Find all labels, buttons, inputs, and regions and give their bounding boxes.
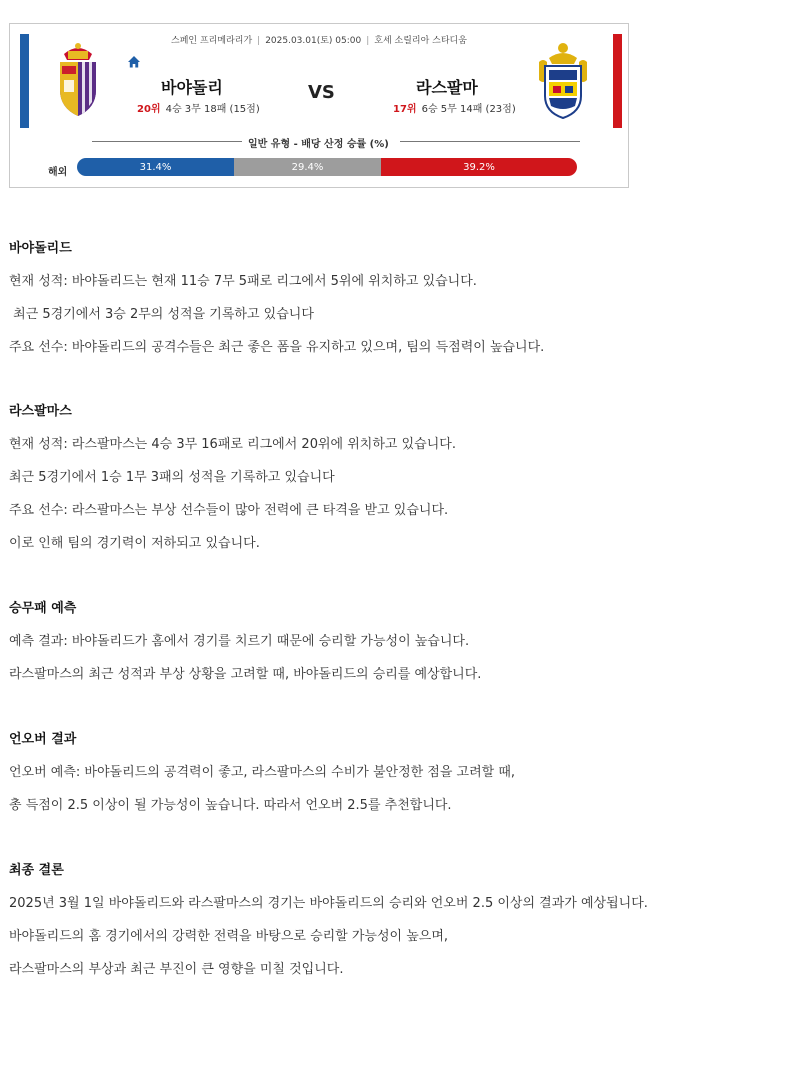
divider-line <box>400 141 580 142</box>
win-probability-bar <box>77 158 577 176</box>
home-team-name: 바야돌리 <box>161 78 223 97</box>
home-team-stats: 4승 3무 18패 (15점) <box>165 104 260 115</box>
paragraph-line: 바야돌리드의 홈 경기에서의 강력한 전력을 바탕으로 승리할 가능성이 높으며, <box>9 929 449 944</box>
paragraph-line: 예측 결과: 바야돌리드가 홈에서 경기를 치르기 때문에 승리할 가능성이 높습니다. <box>9 634 470 649</box>
section-heading: 바야돌리드 <box>9 241 72 256</box>
paragraph-line: 라스팔마스의 최근 성적과 부상 상황을 고려할 때, 바야돌리드의 승리를 예상합니다. <box>9 667 482 682</box>
paragraph-line: 총 득점이 2.5 이상이 될 가능성이 높습니다. 따라서 언오버 2.5를 추천합니다. <box>9 798 452 813</box>
section-heading: 언오버 결과 <box>9 732 77 747</box>
section-heading: 최종 결론 <box>9 863 64 878</box>
home-color-stripe <box>20 34 29 128</box>
paragraph-line: 라스팔마스의 부상과 최근 부진이 큰 영향을 미칠 것입니다. <box>9 962 344 977</box>
article-section <box>9 862 648 979</box>
league-name: 스페인 프리메라리가 <box>171 36 253 46</box>
match-datetime: 2025.03.01(토) 05:00 <box>265 36 362 46</box>
paragraph-line: 현재 성적: 라스팔마스는 4승 3무 16패로 리그에서 20위에 위치하고 있습니다. <box>9 437 456 452</box>
draw-segment: 29.4% <box>234 158 381 176</box>
match-info: 스페인 프리메라리가 | 2025.03.01(토) 05:00 | 호세 소릴리아 스타디움 <box>171 36 467 46</box>
divider-line <box>92 141 242 142</box>
home-team-record <box>137 100 260 115</box>
venue-name: 호세 소릴리아 스타디움 <box>374 36 467 46</box>
away-win-segment: 39.2% <box>381 158 577 176</box>
home-icon <box>127 55 141 69</box>
section-heading: 라스팔마스 <box>9 404 72 419</box>
paragraph-line: 주요 선수: 바야돌리드의 공격수들은 최근 좋은 폼을 유지하고 있으며, 팀의 득점력이 높습니다. <box>9 340 545 355</box>
article-section <box>9 600 481 684</box>
article-section <box>9 403 456 553</box>
match-card <box>9 23 629 188</box>
home-team-crest-icon <box>56 40 100 118</box>
paragraph-line: 2025년 3월 1일 바야돌리드와 라스팔마스의 경기는 바야돌리드의 승리와 언오버 2.5 이상의 결과가 예상됩니다. <box>9 896 648 911</box>
ratio-title: 일반 유형 - 배당 산정 승률 (%) <box>248 139 389 150</box>
section-heading: 승무패 예측 <box>9 601 77 616</box>
away-team-crest-icon <box>537 40 589 120</box>
away-team-rank: 17위 <box>393 104 417 115</box>
paragraph-line: 이로 인해 팀의 경기력이 저하되고 있습니다. <box>9 536 260 551</box>
paragraph-line: 주요 선수: 라스팔마스는 부상 선수들이 많아 전력에 큰 타격을 받고 있습니다. <box>9 503 449 518</box>
paragraph-line: 현재 성적: 바야돌리드는 현재 11승 7무 5패로 리그에서 5위에 위치하고 있습니다. <box>9 274 477 289</box>
home-team-rank: 20위 <box>137 104 161 115</box>
bar-label: 해외 <box>48 167 68 178</box>
paragraph-line: 최근 5경기에서 1승 1무 3패의 성적을 기록하고 있습니다 <box>9 470 335 485</box>
article-section <box>9 731 515 815</box>
home-win-segment: 31.4% <box>77 158 234 176</box>
paragraph-line: 언오버 예측: 바야돌리드의 공격력이 좋고, 라스팔마스의 수비가 불안정한 점을 고려할 때, <box>9 765 516 780</box>
away-team-stats: 6승 5무 14패 (23점) <box>421 104 516 115</box>
away-team-record <box>393 100 516 115</box>
away-color-stripe <box>613 34 622 128</box>
article-section <box>9 240 544 357</box>
paragraph-line: 최근 5경기에서 3승 2무의 성적을 기록하고 있습니다 <box>9 307 314 322</box>
away-team-name: 라스팔마 <box>416 78 478 97</box>
vs-label: VS <box>308 82 335 103</box>
